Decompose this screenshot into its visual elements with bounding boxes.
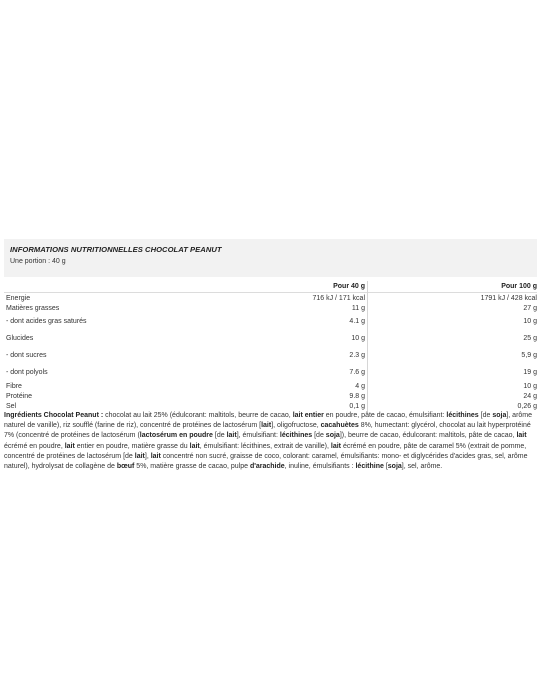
ingredient-text: ], arôme naturel de vanille), riz soufflé (farine de riz), concentré de protéines de lactosérum [ [4, 412, 533, 430]
ingredient-allergen: lécithine [355, 463, 384, 471]
ingredient-text: écrémé en poudre, [4, 442, 65, 450]
ingredient-allergen: soja [325, 432, 340, 440]
row-value-portion: 7.6 g [187, 364, 368, 381]
ingredient-allergen: cacahuètes [320, 422, 359, 430]
row-label: Matières grasses [6, 304, 60, 312]
ingredient-text: ]), beurre de cacao, édulcorant: maltitols, pâte de cacao, [339, 432, 517, 440]
table-row [4, 364, 537, 381]
ingredient-allergen: lait [516, 432, 527, 440]
ingredient-allergen: soja [492, 412, 507, 419]
ingredient-text: 8%, humectant: glycérol, chocolat au lait hyperprotéiné 7% (concentré de protéines de lactosérum ( [4, 422, 531, 440]
table-row [4, 401, 537, 411]
row-value-portion: 11 g [187, 303, 368, 313]
row-value-portion: 0,1 g [187, 401, 368, 411]
table-row [4, 313, 537, 330]
table-row [4, 330, 537, 347]
ingredient-text: [ [383, 463, 388, 471]
row-value-100g: 1791 kJ / 428 kcal [368, 293, 538, 304]
row-value-100g: 5,9 g [521, 352, 537, 359]
row-value-100g: 19 g [523, 369, 537, 376]
nutrition-table [4, 281, 537, 411]
nutrition-title: INFORMATIONS NUTRITIONNELLES CHOCOLAT PEANUT [10, 245, 222, 254]
ingredient-text: ], émulsifiant: [236, 432, 280, 440]
row-value-100g: 24 g [523, 392, 537, 400]
row-value-portion: 9.8 g [187, 391, 368, 401]
ingredient-text: 5%, matière grasse de cacao, pulpe [134, 463, 250, 471]
ingredient-text: , inuline, émulsifiants : [284, 463, 356, 471]
table-row [4, 391, 537, 401]
ingredient-allergen: lait [226, 432, 237, 440]
ingredient-text: [de [478, 412, 493, 419]
ingredient-text: , émulsifiant: lécithines, extrait de vanille), [199, 442, 331, 450]
ingredient-text: ], oligofructose, [271, 422, 321, 430]
row-value-portion: 10 g [187, 330, 368, 347]
row-value-100g: 0,26 g [517, 402, 537, 410]
ingredient-text: concentré non sucré, graisse de coco, colorant: caramel, émulsifiants: mono- et diglycérides d'acides gras, sel, arôme naturel), hydrolysat de collagène de [4, 452, 528, 471]
row-label: Fibre [6, 382, 22, 390]
row-label: - dont sucres [6, 352, 47, 359]
table-row [4, 347, 537, 364]
ingredient-allergen: soja [387, 463, 402, 471]
table-row [4, 381, 537, 391]
ingredient-allergen: lait [64, 442, 75, 450]
row-value-100g: 10 g [523, 382, 537, 390]
ingredient-allergen: d'arachide [249, 463, 285, 471]
table-row [4, 293, 537, 304]
row-value-100g: 27 g [523, 304, 537, 312]
row-label: Protéine [6, 392, 33, 400]
row-value-portion: 4 g [187, 381, 368, 391]
row-value-portion: 716 kJ / 171 kcal [187, 293, 368, 304]
ingredient-text: [de [212, 432, 227, 440]
ingredient-text: chocolat au lait 25% (édulcorant: maltitols, beurre de cacao, [103, 412, 293, 419]
ingredient-text: écrémé en poudre, pâte de caramel 5% (extrait de pomme, concentré de protéines de lactosérum [de [4, 442, 527, 460]
row-label: Energie [4, 293, 187, 304]
ingredient-text: [de [312, 432, 326, 440]
ingredient-allergen: lait [134, 452, 145, 460]
table-header-row [4, 281, 537, 293]
ingredient-allergen: lécithines [446, 412, 479, 419]
row-value-100g: 25 g [523, 335, 537, 342]
column-header-per-100g: Pour 100 g [501, 283, 537, 290]
column-header-per-portion: Pour 40 g [187, 281, 368, 293]
ingredient-allergen: lait entier [292, 412, 324, 419]
ingredient-text: ], sel, arôme. [401, 463, 443, 471]
ingredient-text: en poudre, pâte de cacao, émulsifiant: [323, 412, 447, 419]
row-label: - dont acides gras saturés [6, 318, 87, 325]
portion-size: Une portion : 40 g [10, 258, 66, 265]
table-row [4, 303, 537, 313]
row-label: Sel [6, 402, 17, 410]
row-value-portion: 4.1 g [187, 313, 368, 330]
ingredient-allergen: lactosérum en poudre [139, 432, 213, 440]
ingredient-allergen: lait [150, 452, 161, 460]
nutrition-header [4, 239, 537, 277]
ingredient-allergen: Ingrédients Chocolat Peanut : [4, 412, 104, 419]
ingredient-allergen: lait [330, 442, 341, 450]
row-label: - dont polyols [6, 369, 48, 376]
ingredient-allergen: bœuf [116, 463, 135, 471]
ingredient-allergen: lait [189, 442, 200, 450]
ingredient-allergen: lait [261, 422, 272, 430]
row-label: Glucides [6, 335, 34, 342]
row-value-100g: 10 g [523, 318, 537, 325]
nutrition-panel [4, 239, 537, 472]
ingredients-text [4, 411, 537, 472]
row-value-portion: 2.3 g [187, 347, 368, 364]
ingredient-text: entier en poudre, matière grasse du [74, 442, 190, 450]
ingredient-text: ], [144, 452, 151, 460]
ingredient-allergen: lécithines [279, 432, 313, 440]
